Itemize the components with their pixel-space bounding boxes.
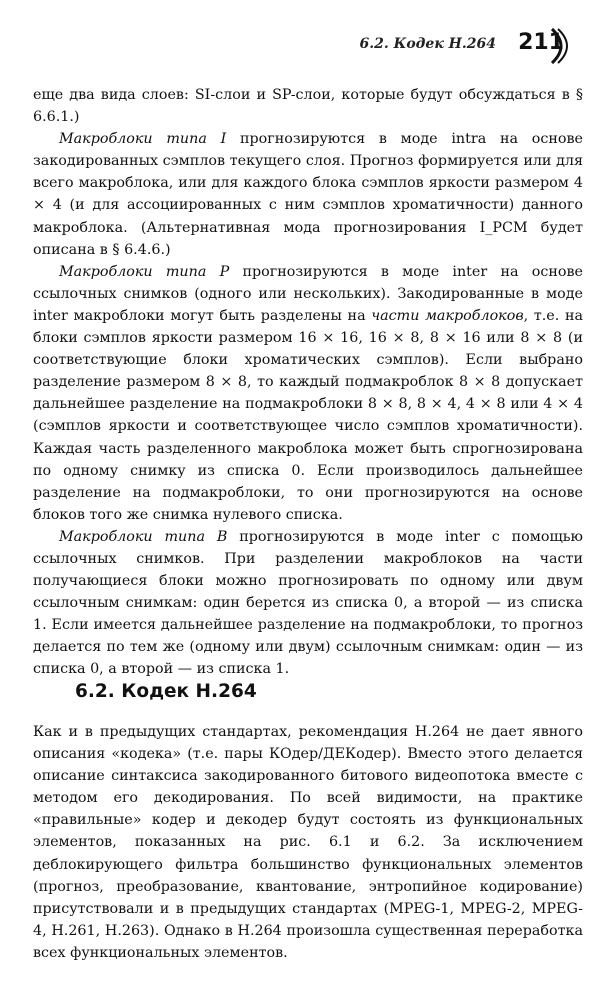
text-run: , т.е. на блоки сэмплов яркости размером 16 × 16, 16 × 8, 8 × 16 или 8 × 8 (и соответствующие блоки хроматических сэмплов). Если выбрано разделение размером 8 × 8, то каждый подмакроблок 8 × 8 допускает дальнейшее разделение на подмакроблоки 8 × 8, 8 × 4, 4 × 8 или 4 × 4 (сэмплов яркости и соответствующее число сэмплов хроматичности). Каждая часть разделенного макроблока может быть спрогнозирована по одному снимку из списка 0. Если производилось дальнейшее разделение на подмакроблоки, то они прогнозируются на основе блоков того же снимка нулевого списка. [33,307,583,523]
paragraph-macroblocks-p [33,261,583,526]
term-macroblocks-b: Макроблоки типа B [59,528,228,545]
paragraph-continued [33,84,583,128]
body-text [33,84,583,681]
text-run: прогнозируются в моде inter с помощью ссылочных снимков. При разделении макроблоков на части получающиеся блоки можно прогнозировать по одному или двум ссылочным снимкам: один берется из списка 0, а второй — из списка 1. Если имеется дальнейшее разделение на подмакроблоки, то прогноз делается по тем же (одному или двум) ссылочным снимкам: один — из списка 0, а второй — из списка 1. [33,528,583,678]
section-body [33,721,583,964]
paragraph-macroblocks-b [33,526,583,681]
section-paragraph: Как и в предыдущих стандартах, рекомендация H.264 не дает явного описания «кодека» (т.е. пары КОдер/ДЕКодер). Вместо этого делается описание синтаксиса закодированного битового видеопотока вместе с методом его декодирования. По всей видимости, на практике «правильные» кодер и декодер будут состоять из функциональных элементов, показанных на рис. 6.1 и 6.2. За исключением деблокирующего фильтра большинство функциональных элементов (прогноз, преобразование, квантование, энтропийное кодирование) присутствовали и в предыдущих стандартах (MPEG-1, MPEG-2, MPEG-4, H.261, H.263). Однако в H.264 произошла существенная переработка всех функциональных элементов. [33,724,583,961]
text-run: еще два вида слоев: SI-слои и SP-слои, которые будут обсуждаться в § 6.6.1.) [33,87,583,126]
page-number: 211 [518,30,564,55]
term-macroblocks-i: Макроблоки типа I [59,131,227,148]
term-macroblocks-p: Макроблоки типа P [59,263,230,280]
section-heading: 6.2. Кодек H.264 [75,681,257,702]
text-run: прогнозируются в моде inter на основе ссылочных снимков (одного или нескольких). Закодированные в моде inter макроблоки могут быть разделены на [33,263,583,324]
paragraph-macroblocks-i [33,128,583,261]
term-macroblock-parts: части макроблоков [371,307,524,324]
text-run: прогнозируются в моде intra на основе закодированных сэмплов текущего слоя. Прогноз формируется или для всего макроблока, или для каждого блока сэмплов яркости размером 4 × 4 (и для ассоциированных с ним сэмплов хроматичности) данного макроблока. (Альтернативная мода прогнозирования I_PCM будет описана в § 6.4.6.) [33,131,583,258]
running-head: 6.2. Кодек H.264 [359,36,496,52]
